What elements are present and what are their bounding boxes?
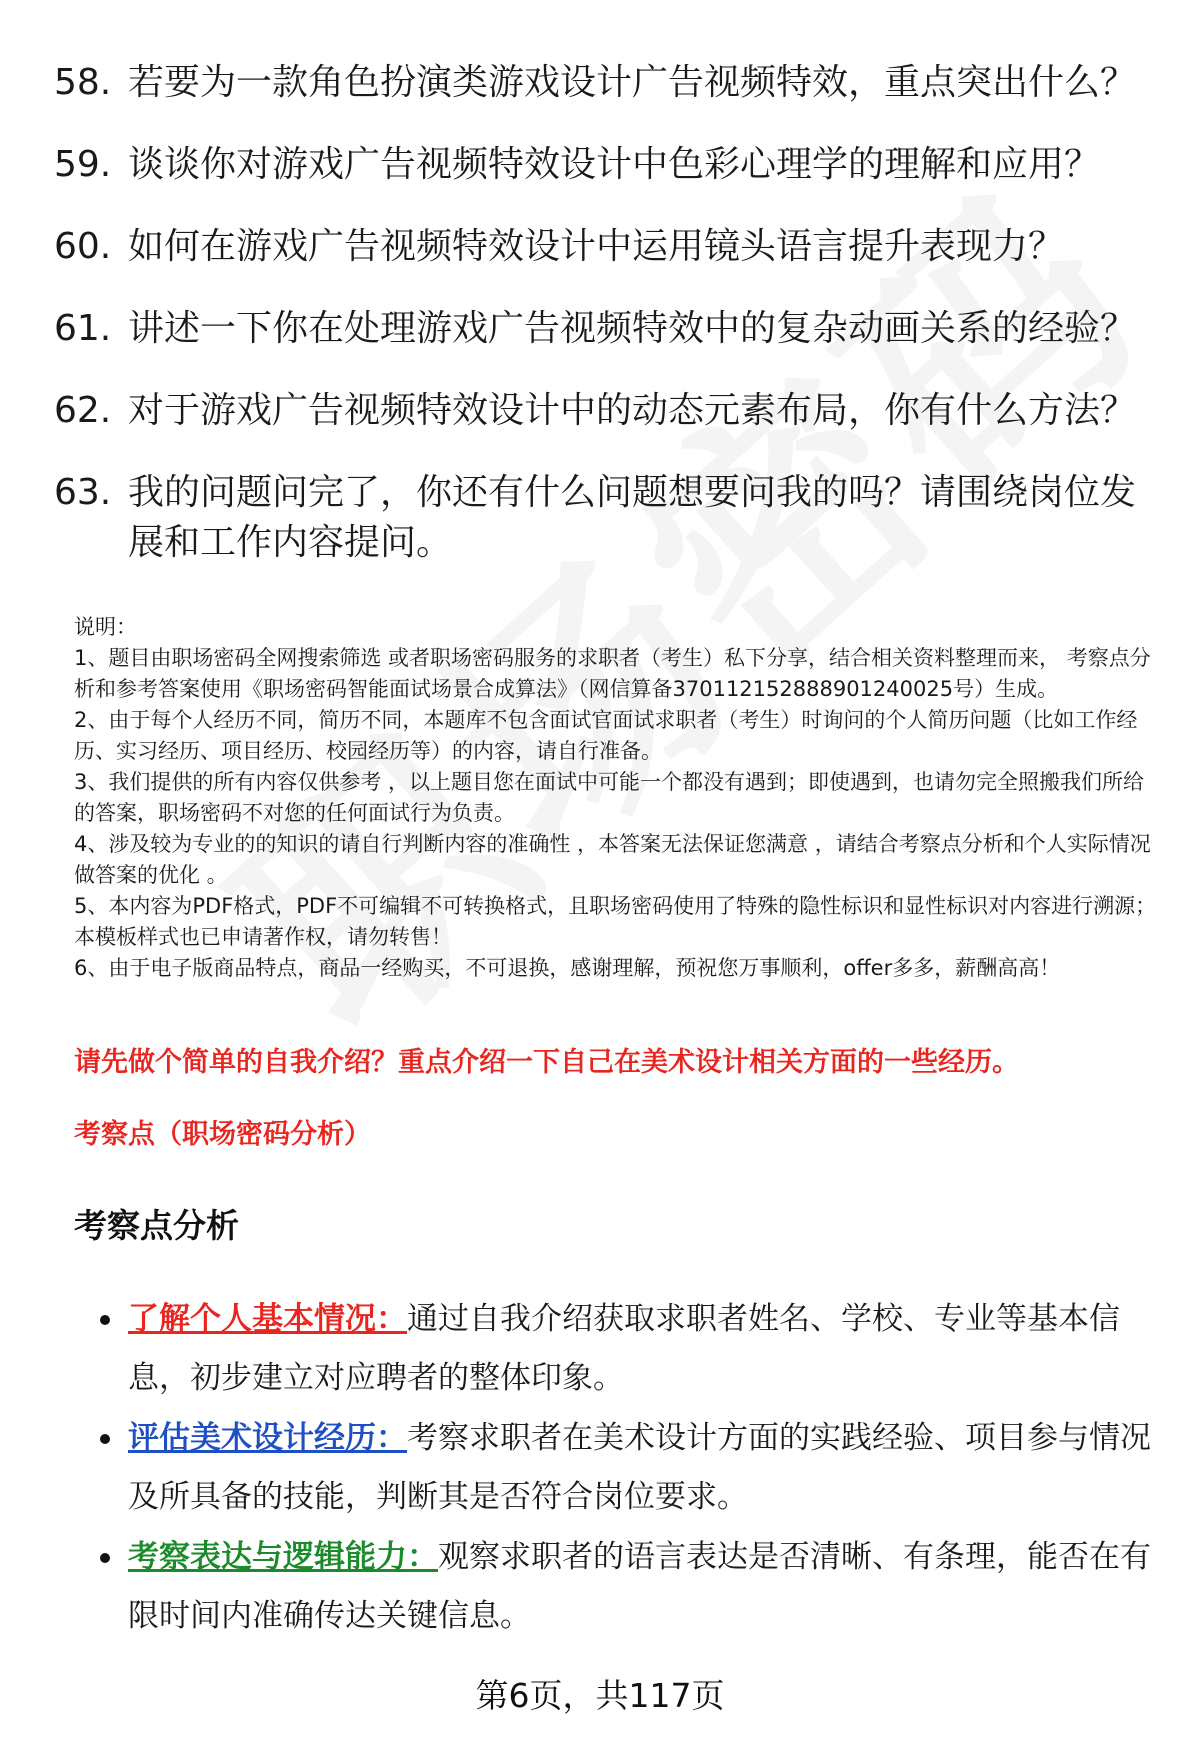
bullet-dot-icon	[100, 1290, 128, 1408]
question-item	[54, 386, 1164, 436]
question-text: 如何在游戏广告视频特效设计中运用镜头语言提升表现力？	[128, 226, 1065, 267]
question-item	[54, 58, 1164, 108]
bullet-label: 考察表达与逻辑能力：	[128, 1539, 438, 1575]
analysis-title: 考察点分析	[74, 1206, 239, 1245]
question-item	[54, 304, 1164, 354]
note-item: 3、我们提供的所有内容仅供参考 ，以上题目您在面试中可能一个都没有遇到；即使遇到，也请勿完全照搬我们所给的答案，职场密码不对您的任何面试行为负责。	[74, 770, 1145, 825]
question-text: 对于游戏广告视频特效设计中的动态元素布局，你有什么方法？	[128, 390, 1137, 431]
question-item	[54, 468, 1164, 568]
bullet-dot-icon	[100, 1528, 128, 1646]
question-list	[54, 58, 1164, 600]
notes-heading: 说明：	[74, 615, 137, 639]
note-item: 2、由于每个人经历不同，简历不同，本题库不包含面试官面试求职者（考生）时询问的个人简历问题（比如工作经历、实习经历、项目经历、校园经历等）的内容，请自行准备。	[74, 708, 1138, 763]
note-item: 4、涉及较为专业的的知识的请自行判断内容的准确性 ，本答案无法保证您满意 ，请结合考察点分析和个人实际情况做答案的优化 。	[74, 832, 1151, 887]
note-item: 1、题目由职场密码全网搜索筛选 或者职场密码服务的求职者（考生）私下分享，结合相关资料整理而来， 考察点分析和参考答案使用《职场密码智能面试场景合成算法》（网信算备370112152888901240025号）生成。	[74, 646, 1151, 701]
question-item	[54, 140, 1164, 190]
bullet-dot-icon	[100, 1409, 128, 1527]
question-text: 我的问题问完了，你还有什么问题想要问我的吗？请围绕岗位发展和工作内容提问。	[128, 472, 1137, 563]
analysis-bullet-list	[100, 1290, 1160, 1647]
question-item	[54, 222, 1164, 272]
analysis-bullet	[100, 1409, 1160, 1527]
question-number: 58.	[54, 62, 112, 103]
bullet-label: 了解个人基本情况：	[128, 1301, 407, 1337]
interview-question-heading: 请先做个简单的自我介绍？重点介绍一下自己在美术设计相关方面的一些经历。	[74, 1047, 1019, 1078]
question-number: 63.	[54, 472, 112, 513]
question-number: 60.	[54, 226, 112, 267]
analysis-bullet	[100, 1528, 1160, 1646]
question-number: 59.	[54, 144, 112, 185]
note-item: 5、本内容为PDF格式，PDF不可编辑不可转换格式，且职场密码使用了特殊的隐性标识和显性标识对内容进行溯源；本模板样式也已申请著作权，请勿转售！	[74, 894, 1157, 949]
question-text: 若要为一款角色扮演类游戏设计广告视频特效，重点突出什么？	[128, 62, 1137, 103]
question-number: 61.	[54, 308, 112, 349]
bullet-label: 评估美术设计经历：	[128, 1420, 407, 1456]
question-text: 讲述一下你在处理游戏广告视频特效中的复杂动画关系的经验？	[128, 308, 1137, 349]
bullet-text: 考察求职者在美术设计方面的实践经验、项目参与情况及所具备的技能，判断其是否符合岗位要求。	[128, 1420, 1151, 1515]
disclaimer-notes	[74, 612, 1164, 984]
question-number: 62.	[54, 390, 112, 431]
question-text: 谈谈你对游戏广告视频特效设计中色彩心理学的理解和应用？	[128, 144, 1101, 185]
bullet-text: 通过自我介绍获取求职者姓名、学校、专业等基本信息，初步建立对应聘者的整体印象。	[128, 1301, 1120, 1396]
key-points-heading: 考察点（职场密码分析）	[74, 1119, 371, 1150]
page-footer: 第6页，共117页	[475, 1676, 725, 1715]
analysis-bullet	[100, 1290, 1160, 1408]
bullet-text: 观察求职者的语言表达是否清晰、有条理，能否在有限时间内准确传达关键信息。	[128, 1539, 1151, 1634]
note-item: 6、由于电子版商品特点，商品一经购买，不可退换，感谢理解，预祝您万事顺利，offer多多，薪酬高高！	[74, 956, 1061, 980]
